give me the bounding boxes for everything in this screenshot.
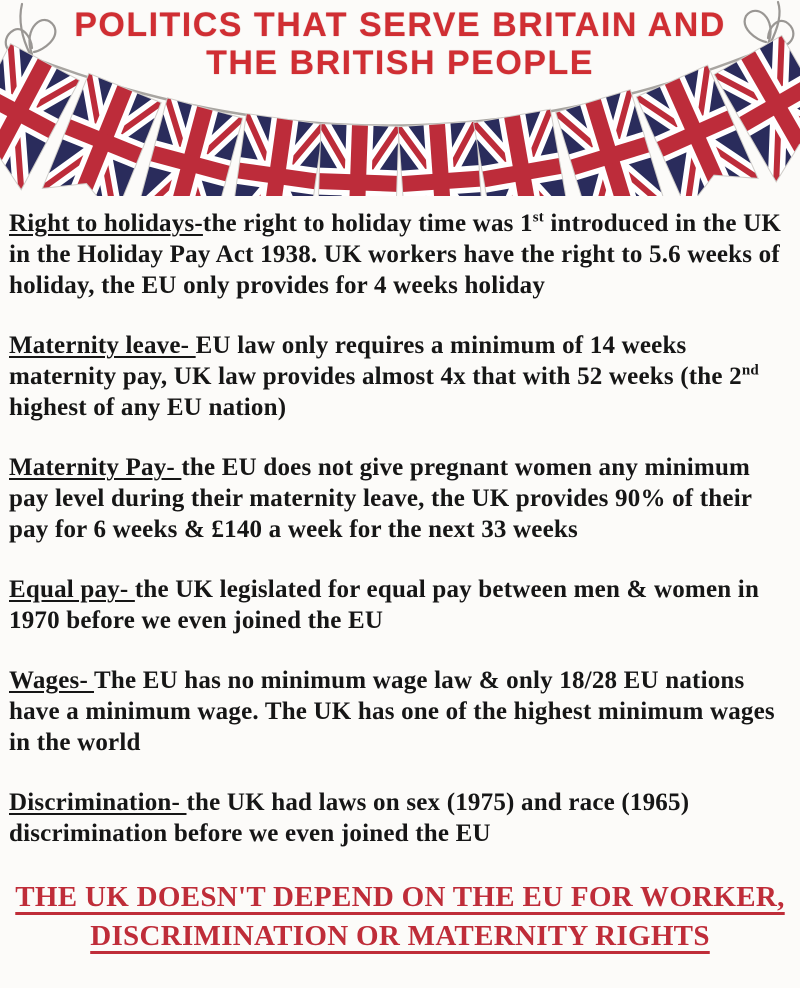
fact-paragraph-maternity-pay xyxy=(9,452,791,545)
fact-text: the UK had laws on sex (1975) and race (1965) discrimination before we even joined the EU xyxy=(9,789,690,847)
fact-text: introduced in the UK in the Holiday Pay Act 1938. UK workers have the right to 5.6 weeks of holiday, the EU only provides for 4 weeks holiday xyxy=(9,210,782,299)
fact-paragraph-maternity-leave xyxy=(9,330,791,423)
fact-heading: Discrimination- xyxy=(9,789,187,816)
fact-text: highest of any EU nation) xyxy=(9,394,287,421)
fact-text: The EU has no minimum wage law & only 18/28 EU nations have a minimum wage. The UK has one of the highest minimum wages in the world xyxy=(9,667,775,756)
footer-slogan xyxy=(0,878,800,956)
fact-paragraph-wages xyxy=(9,665,791,758)
fact-paragraph-discrimination xyxy=(9,787,791,849)
title-line-1: POLITICS THAT SERVE BRITAIN AND xyxy=(74,6,726,44)
fact-text: EU law only requires a minimum of 14 weeks maternity pay, UK law provides almost 4x that with 52 weeks (the 2 xyxy=(9,332,742,390)
fact-heading: Maternity leave- xyxy=(9,332,196,359)
footer-line-1: THE UK DOESN'T DEPEND ON THE EU FOR WORKER, xyxy=(15,881,785,913)
title-line-2: THE BRITISH PEOPLE xyxy=(206,44,594,82)
fact-heading: Wages- xyxy=(9,667,94,694)
superscript: nd xyxy=(741,362,759,379)
fact-text: the EU does not give pregnant women any minimum pay level during their maternity leave, the UK provides 90% of their pay for 6 weeks & £140 a week for the next 33 weeks xyxy=(9,454,752,543)
fact-text: the right to holiday time was 1 xyxy=(202,210,533,237)
header xyxy=(0,0,800,196)
fact-heading: Equal pay- xyxy=(9,576,135,603)
fact-list xyxy=(0,196,800,849)
union-jack-flag-icon xyxy=(398,121,484,196)
fact-paragraph-holidays xyxy=(9,208,791,301)
fact-heading: Right to holidays- xyxy=(9,210,203,237)
fact-paragraph-equal-pay xyxy=(9,574,791,636)
fact-heading: Maternity Pay- xyxy=(9,454,182,481)
footer-line-2: DISCRIMINATION OR MATERNITY RIGHTS xyxy=(90,920,710,952)
union-jack-flag-icon xyxy=(317,124,399,196)
fact-text: the UK legislated for equal pay between men & women in 1970 before we even joined the EU xyxy=(9,576,760,634)
superscript: st xyxy=(532,209,544,226)
union-jack-flag-icon xyxy=(474,109,572,196)
poster-title xyxy=(0,6,800,82)
union-jack-flag-icon xyxy=(229,114,323,196)
